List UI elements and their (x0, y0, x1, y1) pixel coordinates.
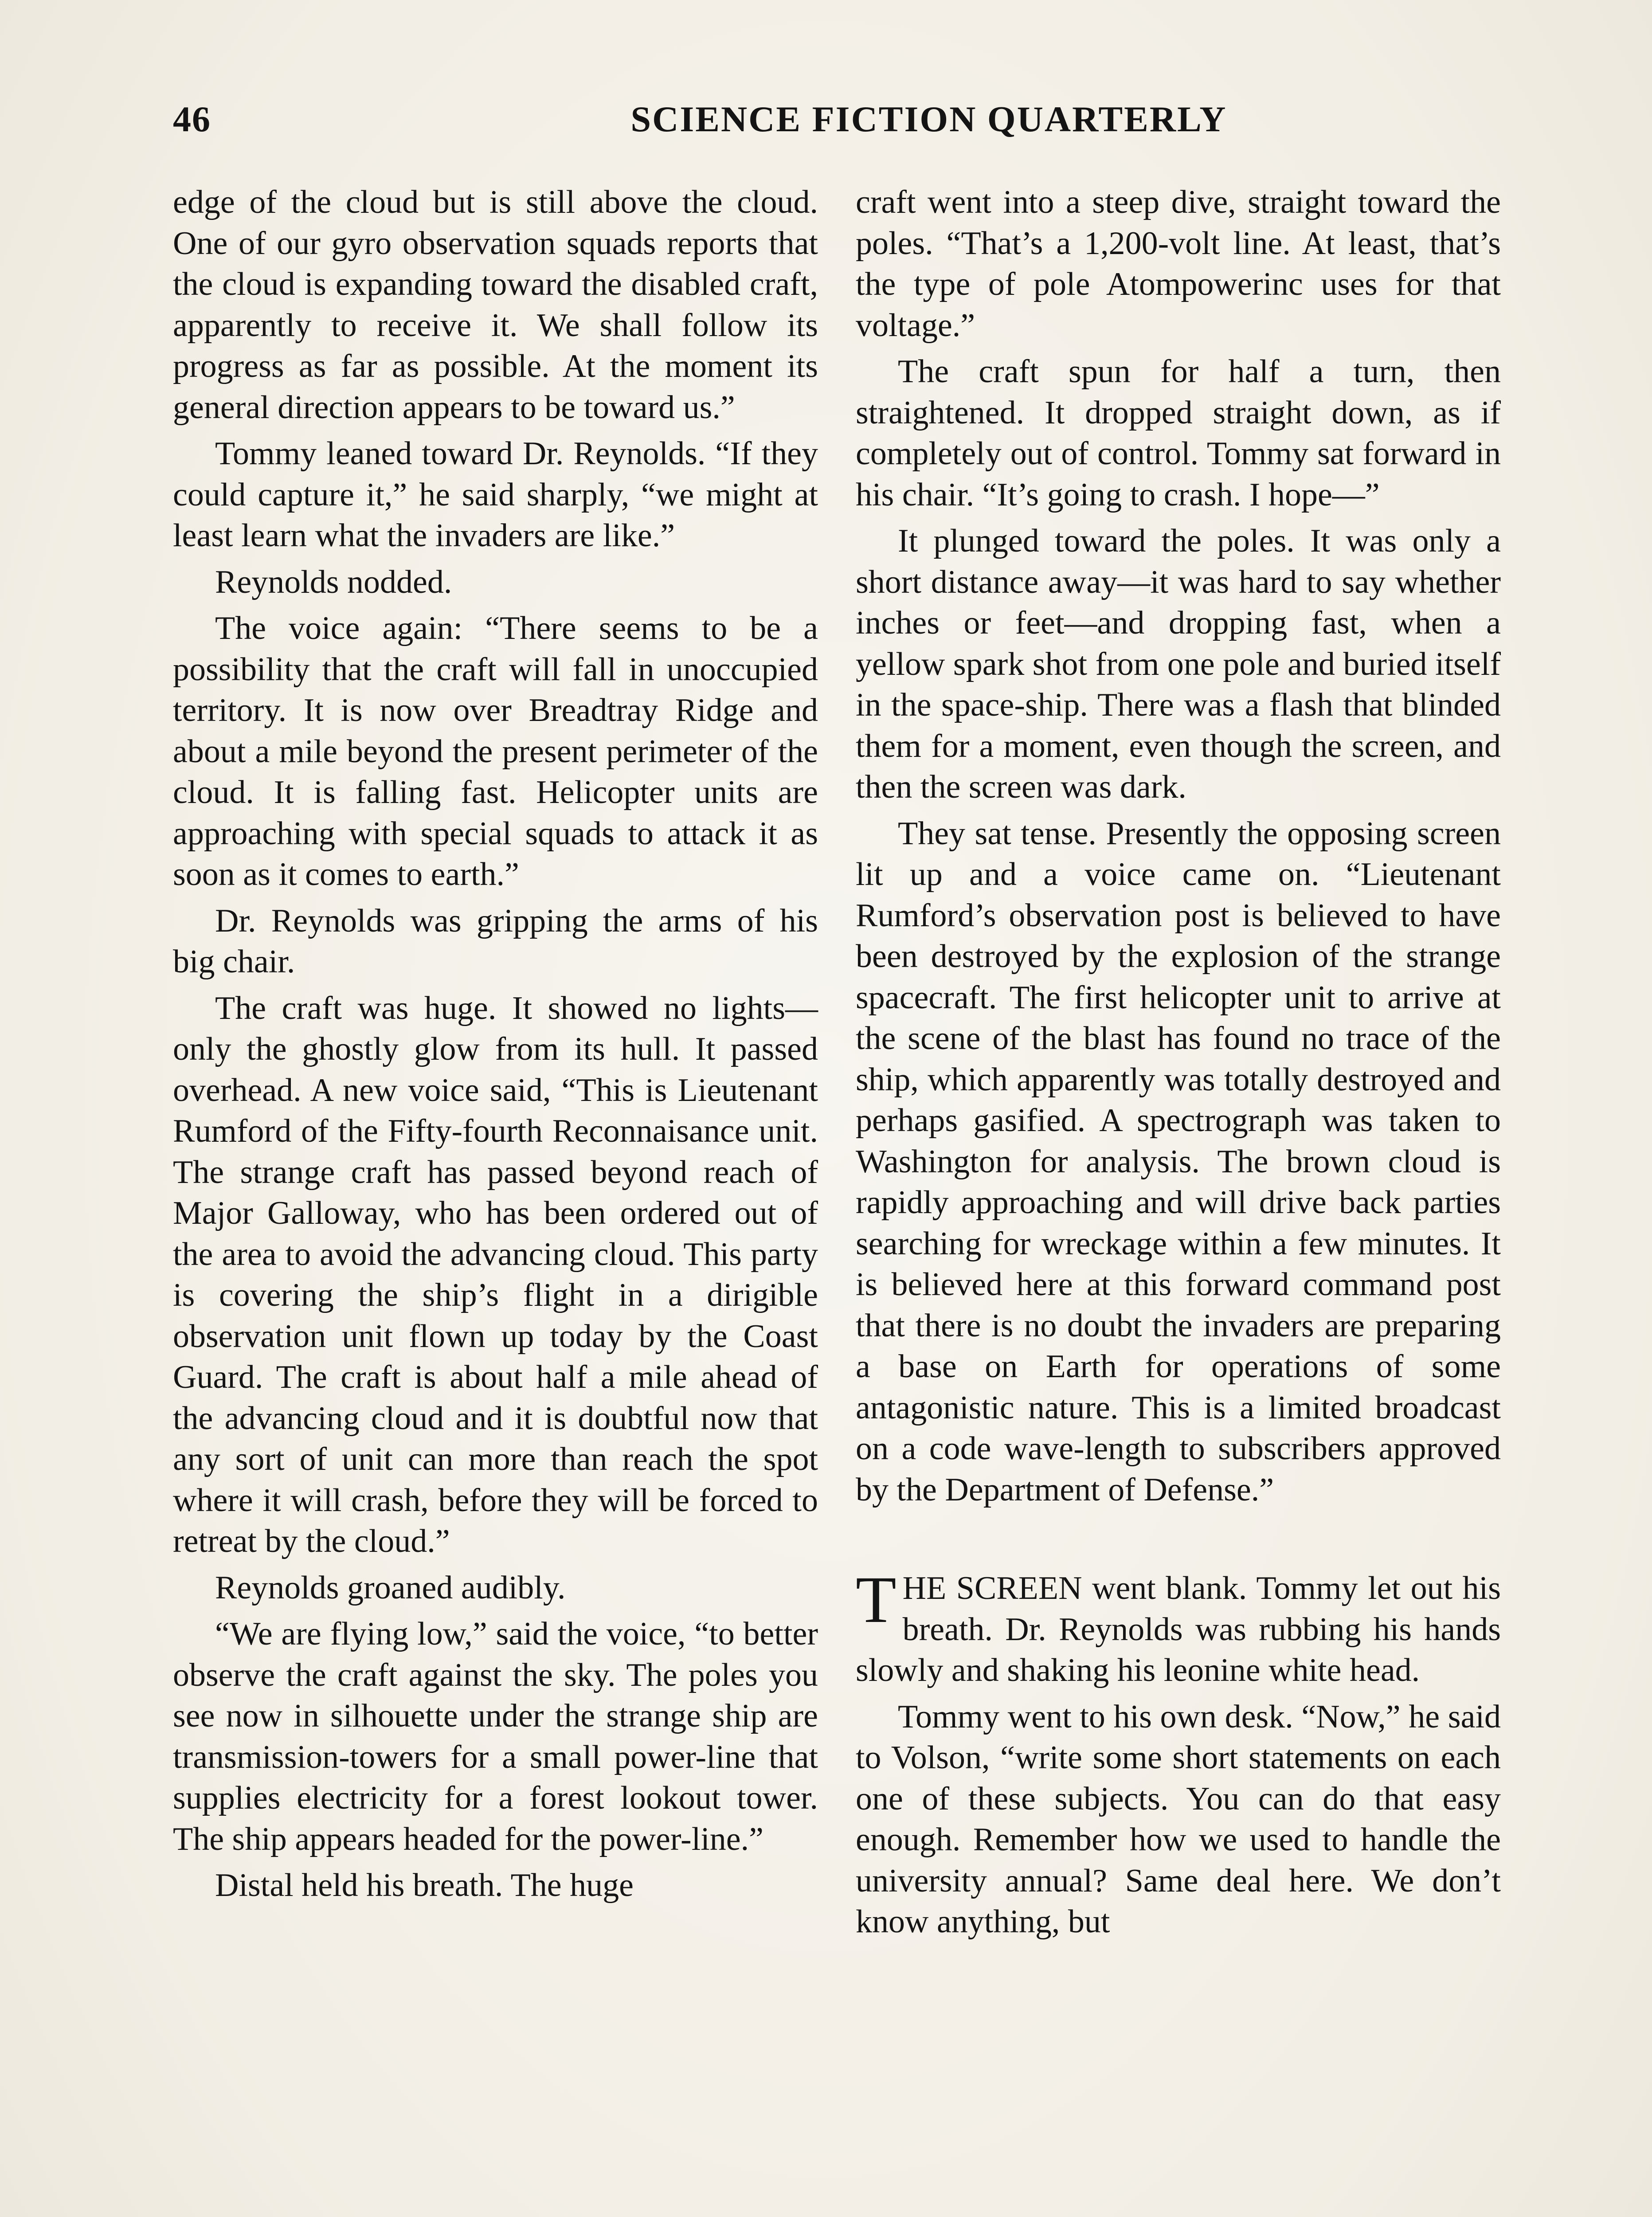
paragraph: Reynolds groaned audibly. (215, 1569, 566, 1606)
paragraph: craft went into a steep dive, straight toward the poles. “That’s a 1,200-volt line. At least, that’s the type of pole Atompowerinc uses for that voltage.” (856, 184, 1501, 344)
section-opening-paragraph (856, 1563, 1501, 1691)
paragraph: Reynolds nodded. (215, 564, 452, 600)
paragraph: “We are flying low,” said the voice, “to better observe the craft against the sky. The poles you see now in silhouette under the strange ship are transmission-towers for a small power-line that supplies electricity for a forest lookout tower. The ship appears headed for the power-line.” (173, 1616, 818, 1857)
paragraph: Dr. Reynolds was gripping the arms of his big chair. (173, 902, 818, 980)
paragraph: edge of the cloud but is still above the cloud. One of our gyro observation squads reports that the cloud is expanding toward the disabled craft, apparently to receive it. We shall follow its progress as far as possible. At the moment its general direction appears to be toward us.” (173, 184, 818, 426)
paragraph: The craft was huge. It showed no lights—only the ghostly glow from its hull. It passed overhead. A new voice said, “This is Lieutenant Rumford of the Fifty-fourth Reconnaisance unit. The strange craft has passed beyond reach of Major Galloway, who has been ordered out of the area to avoid the advancing cloud. This party is covering the ship’s flight in a dirigible observation unit flown up today by the Coast Guard. The craft is about half a mile ahead of the advancing cloud and it is doubtful now that any sort of unit can more than reach the spot where it will crash, before they will be forced to retreat by the cloud.” (173, 990, 818, 1559)
paragraph: The craft spun for half a turn, then straightened. It dropped straight down, as if completely out of control. Tommy sat forward in his chair. “It’s going to crash. I hope—” (856, 353, 1501, 513)
paragraph: It plunged toward the poles. It was only a short distance away—it was hard to say whether inches or feet—and dropping fast, when a yellow spark shot from one pole and buried itself in the space-ship. There was a flash that blinded them for a moment, even though the screen, and then the screen was dark. (856, 523, 1501, 805)
paragraph-text: HE SCREEN went blank. Tommy let out his breath. Dr. Reynolds was rubbing his hands slowly and shaking his leonine white head. (856, 1570, 1501, 1688)
paragraph: The voice again: “There seems to be a possibility that the craft will fall in unoccupied territory. It is now over Breadtray Ridge and about a mile beyond the present perimeter of the cloud. It is falling fast. Helicopter units are approaching with special squads to attack it as soon as it comes to earth.” (173, 610, 818, 893)
drop-cap: T (856, 1563, 896, 1637)
running-title: SCIENCE FICTION QUARTERLY (630, 99, 1227, 139)
right-column (856, 182, 1501, 1943)
page-header (173, 93, 1499, 142)
paragraph: Tommy went to his own desk. “Now,” he said to Volson, “write some short statements on each one of these subjects. You can do that easy enough. Remember how we used to handle the university annual? Same deal here. We don’t know anything, but (856, 1698, 1501, 1940)
paragraph: Distal held his breath. The huge (215, 1867, 634, 1904)
paragraph: Tommy leaned toward Dr. Reynolds. “If they could capture it,” he said sharply, “we might at least learn what the invaders are like.” (173, 435, 818, 554)
left-column (173, 182, 818, 1906)
paragraph: They sat tense. Presently the opposing screen lit up and a voice came on. “Lieutenant Rumford’s observation post is believed to have been destroyed by the explosion of the strange spacecraft. The first helicopter unit to arrive at the scene of the blast has found no trace of the ship, which apparently was totally destroyed and perhaps gasified. A spectrograph was taken to Washington for analysis. The brown cloud is rapidly approaching and will drive back parties searching for wreckage within a few minutes. It is believed here at this forward command post that there is no doubt the invaders are preparing a base on Earth for operations of some antagonistic nature. This is a limited broadcast on a code wave-length to subscribers approved by the Department of Defense.” (856, 815, 1501, 1508)
page-number: 46 (173, 99, 211, 139)
